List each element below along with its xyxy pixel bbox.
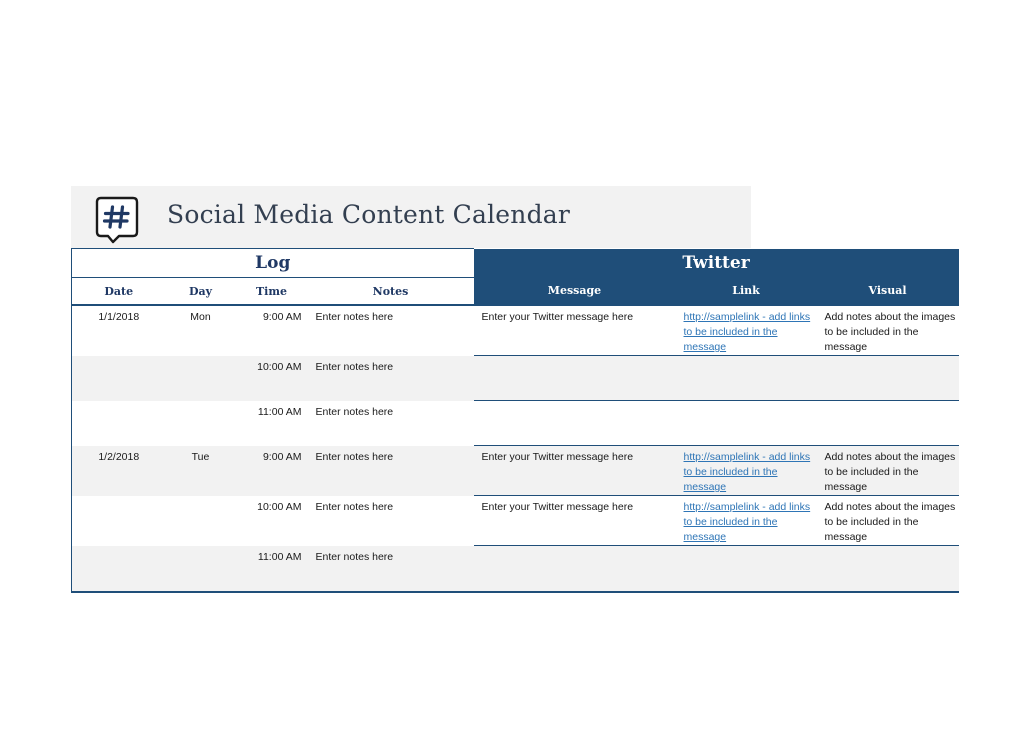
link-cell[interactable] [676,496,817,546]
column-header-row [72,278,959,306]
calendar-table [71,248,959,593]
column-header-notes: Notes [308,278,474,306]
page-title: Social Media Content Calendar [167,200,571,229]
day-cell[interactable] [166,496,236,546]
table-row [72,401,959,446]
visual-cell[interactable] [817,546,959,592]
notes-cell[interactable]: Enter notes here [315,500,394,513]
notes-cell[interactable]: Enter notes here [308,356,474,401]
visual-cell[interactable] [817,356,959,401]
column-header-date: Date [72,278,166,306]
message-cell[interactable] [474,546,676,592]
column-header-time: Time [236,278,308,306]
day-cell[interactable]: Mon [190,311,211,323]
date-cell[interactable]: 1/1/2018 [98,311,140,323]
day-cell[interactable] [166,356,236,401]
link-cell[interactable] [676,401,817,446]
visual-cell[interactable] [817,401,959,446]
day-cell[interactable]: Tue [166,446,236,496]
message-cell[interactable]: Enter your Twitter message here [474,496,676,546]
link-cell[interactable] [676,305,817,356]
time-cell[interactable]: 11:00 AM [257,405,302,418]
time-cell[interactable]: 9:00 AM [236,446,308,496]
date-cell[interactable]: 1/2/2018 [72,446,166,496]
notes-cell[interactable]: Enter notes here [315,311,394,323]
visual-cell[interactable]: Add notes about the images to be included in the message [817,305,959,356]
message-cell[interactable] [474,356,676,401]
date-cell[interactable] [72,401,166,446]
time-cell[interactable]: 10:00 AM [257,500,302,513]
date-cell[interactable] [72,356,166,401]
message-cell[interactable] [474,401,676,446]
link-cell[interactable] [676,446,817,496]
column-header-day: Day [166,278,236,306]
column-header-link: Link [676,278,817,306]
sample-link[interactable]: http://samplelink - add links to be included in the message [683,451,811,493]
date-cell[interactable] [72,546,166,592]
section-twitter: Twitter [474,249,959,278]
visual-cell[interactable]: Add notes about the images to be included in the message [817,446,959,496]
date-cell[interactable] [72,496,166,546]
sample-link[interactable]: http://samplelink - add links to be included in the message [683,311,811,353]
time-cell[interactable]: 11:00 AM [236,546,308,592]
section-log: Log [72,249,474,278]
notes-cell[interactable]: Enter notes here [308,446,474,496]
visual-cell[interactable]: Add notes about the images to be included in the message [817,496,959,546]
column-header-visual: Visual [817,278,959,306]
sample-link[interactable]: http://samplelink - add links to be included in the message [683,501,811,543]
day-cell[interactable] [166,546,236,592]
table-row [72,305,959,356]
notes-cell[interactable]: Enter notes here [308,546,474,592]
time-cell[interactable]: 10:00 AM [236,356,308,401]
table-row [72,446,959,496]
notes-cell[interactable]: Enter notes here [315,405,394,418]
message-cell[interactable]: Enter your Twitter message here [474,446,676,496]
link-cell[interactable] [676,546,817,592]
column-header-message: Message [474,278,676,306]
hashtag-speech-bubble-icon [95,196,139,244]
title-band [71,186,751,248]
section-header-row [72,249,959,278]
time-cell[interactable]: 9:00 AM [262,311,302,323]
message-cell[interactable]: Enter your Twitter message here [474,305,676,356]
link-cell[interactable] [676,356,817,401]
day-cell[interactable] [166,401,236,446]
table-row [72,356,959,401]
table-row [72,546,959,592]
table-row [72,496,959,546]
